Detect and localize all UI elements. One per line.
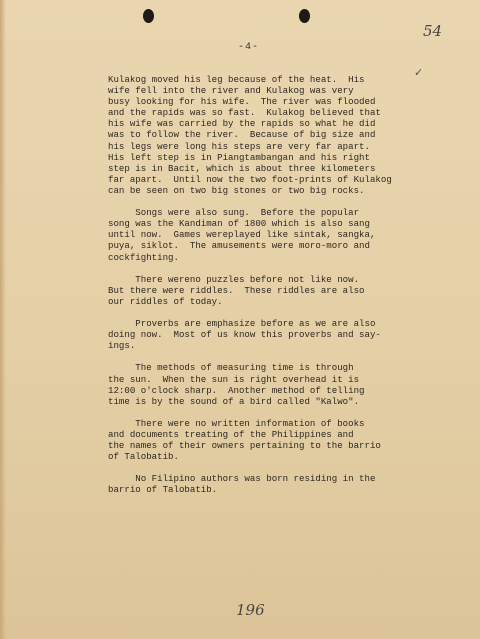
paragraph (108, 274, 448, 307)
text-line: until now. Games wereplayed like sintak, sangka, (108, 229, 376, 241)
text-line: wife fell into the river and Kulakog was very (108, 85, 354, 97)
text-line: The methods of measuring time is through (108, 362, 354, 374)
text-line: the names of their owners pertaining to the barrio (108, 440, 381, 452)
text-line: and documents treating of the Philippines and (108, 429, 354, 440)
text-line: busy looking for his wife. The river was flooded (108, 96, 376, 108)
text-line: Proverbs are emphasize before as we are also (108, 318, 376, 330)
text-line: and the rapids was so fast. Kulakog believed that (108, 107, 381, 119)
paragraph (108, 418, 448, 462)
text-line: time is by the sound of a bird called "Kalwo". (108, 395, 360, 407)
text-line: cockfighting. (108, 251, 179, 263)
punch-hole-left (143, 9, 154, 23)
text-line: his wife was carried by the rapids so what he did (108, 118, 376, 130)
text-line: of Talobatib. (108, 451, 179, 463)
text-line: But there were riddles. These riddles are also (108, 284, 365, 296)
text-line: ings. (108, 340, 136, 352)
text-line: There wereno puzzles before not like now. (108, 273, 360, 285)
text-line: There were no written information of books (108, 417, 365, 429)
text-line: His left step is in Piangtambangan and his right (108, 151, 370, 163)
paragraph-gap (108, 196, 448, 207)
text-line: song was the Kandiman of 1800 which is also sang (108, 218, 370, 230)
paragraph-gap (108, 263, 448, 274)
paragraph (108, 362, 448, 406)
paragraph (108, 207, 448, 262)
paragraph (108, 473, 448, 495)
handwritten-footer-number: 196 (236, 601, 265, 619)
paragraph-gap (108, 407, 448, 418)
text-line: his legs were long his steps are very far apart. (108, 140, 370, 152)
text-line: No Filipino authors was born residing in the (108, 473, 376, 485)
check-mark-icon: ✓ (414, 66, 424, 79)
text-line: Kulakog moved his leg because of the heat. His (108, 74, 365, 85)
text-line: the sun. When the sun is right overhead it is (108, 373, 360, 385)
text-line: barrio of Talobatib. (108, 484, 218, 496)
paragraph-gap (108, 351, 448, 362)
paragraph (108, 318, 448, 351)
text-line: puya, siklot. The amusements were moro-moro and (108, 240, 370, 252)
text-line: was to follow the river. Because of big size and (108, 129, 376, 141)
text-line: doing now. Most of us know this proverbs and say- (108, 329, 381, 341)
punch-hole-right (299, 9, 310, 23)
text-line: step is in Bacit, which is about three kilometers (108, 162, 376, 174)
text-line: our riddles of today. (108, 295, 223, 307)
document-body (108, 74, 448, 496)
paragraph (108, 74, 448, 196)
handwritten-page-number: 54 (423, 22, 443, 40)
text-line: 12:00 o'clock sharp. Another method of telling (108, 384, 365, 396)
page-edge (0, 0, 6, 639)
paragraph-gap (108, 462, 448, 473)
paragraph-gap (108, 307, 448, 318)
typed-page-number: -4- (238, 42, 260, 53)
text-line: far apart. Until now the two foot-prints of Kulakog (108, 173, 392, 185)
text-line: Songs were also sung. Before the popular (108, 207, 360, 219)
text-line: can be seen on two big stones or two big rocks. (108, 184, 365, 196)
